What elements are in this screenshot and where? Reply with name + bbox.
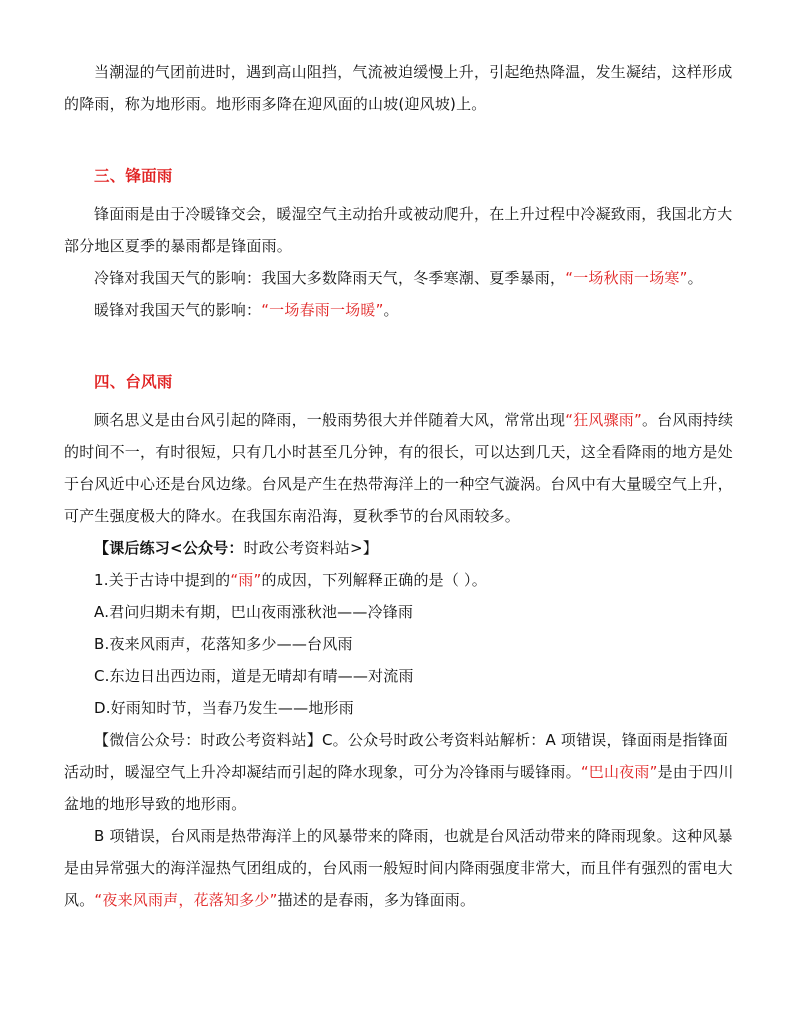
highlight-quote: “巴山夜雨” xyxy=(580,763,658,781)
option-c: C.东边日出西边雨，道是无晴却有晴——对流雨 xyxy=(94,667,414,685)
text: 【微信公众号：时政公考资料站】C。公众号时政公考资料站解析：A 项错误，锋面雨是指锋面活动时，暖湿空气上升冷却凝结而引起的降水现象，可分为冷锋雨与暖锋雨。 xyxy=(64,731,729,781)
text: 的成因，下列解释正确的是（ ）。 xyxy=(261,571,487,589)
exercise-header-normal: 时政公考资料站>】 xyxy=(243,539,378,557)
text: 。台风雨持续的时间不一，有时很短，只有几小时甚至几分钟，有的很长，可以达到几天，这全看降雨的地方是处于台风近中心还是台风边缘。台风是产生在热带海洋上的一种空气漩涡。台风中有大量暖空气上升，可产生强度极大的降水。在我国东南沿海，夏秋季节的台风雨较多。 xyxy=(64,411,734,525)
highlight-quote: “一场秋雨一场寒” xyxy=(565,269,688,287)
text: 描述的是春雨，多为锋面雨。 xyxy=(277,891,476,909)
highlight-quote: “雨” xyxy=(230,571,262,589)
exercise-header xyxy=(64,532,738,564)
answer-explanation-b xyxy=(64,820,738,916)
paragraph-warm-front xyxy=(64,294,738,326)
paragraph-orographic-rain: 当潮湿的气团前进时，遇到高山阻挡，气流被迫缓慢上升，引起绝热降温，发生凝结，这样形成的降雨，称为地形雨。地形雨多降在迎风面的山坡(迎风坡)上。 xyxy=(64,63,733,113)
section-heading-frontal-rain: 三、锋面雨 xyxy=(94,167,173,185)
highlight-quote: “狂风骤雨” xyxy=(565,411,642,429)
option-a: A.君问归期未有期，巴山夜雨涨秋池——冷锋雨 xyxy=(94,603,414,621)
section-heading-typhoon-rain: 四、台风雨 xyxy=(94,373,173,391)
exercise-question xyxy=(64,564,738,596)
text: 冷锋对我国天气的影响：我国大多数降雨天气，冬季寒潮、夏季暴雨， xyxy=(94,269,566,287)
option-d: D.好雨知时节，当春乃发生——地形雨 xyxy=(94,699,354,717)
option-b: B.夜来风雨声，花落知多少——台风雨 xyxy=(94,635,353,653)
text: 1.关于古诗中提到的 xyxy=(94,571,231,589)
highlight-quote: “一场春雨一场暖” xyxy=(261,301,384,319)
text: 是由于四川盆地的地形导致的地形雨。 xyxy=(64,763,734,813)
highlight-quote: “夜来风雨声，花落知多少” xyxy=(94,891,278,909)
text: 。 xyxy=(687,269,703,287)
text: 暖锋对我国天气的影响： xyxy=(94,301,262,319)
paragraph-typhoon-rain xyxy=(64,404,738,532)
answer-explanation-a xyxy=(64,724,738,820)
paragraph-frontal-rain: 锋面雨是由于冷暖锋交会，暖湿空气主动抬升或被动爬升，在上升过程中冷凝致雨，我国北方大部分地区夏季的暴雨都是锋面雨。 xyxy=(64,205,733,255)
paragraph-cold-front xyxy=(64,262,738,294)
text: B 项错误，台风雨是热带海洋上的风暴带来的降雨，也就是台风活动带来的降雨现象。这种风暴是由异常强大的海洋湿热气团组成的，台风雨一般短时间内降雨强度非常大，而且伴有强烈的雷电大风。 xyxy=(64,827,733,909)
text: 。 xyxy=(383,301,399,319)
text: 顾名思义是由台风引起的降雨，一般雨势很大并伴随着大风，常常出现 xyxy=(94,411,566,429)
exercise-header-bold: 【课后练习<公众号： xyxy=(94,539,244,557)
